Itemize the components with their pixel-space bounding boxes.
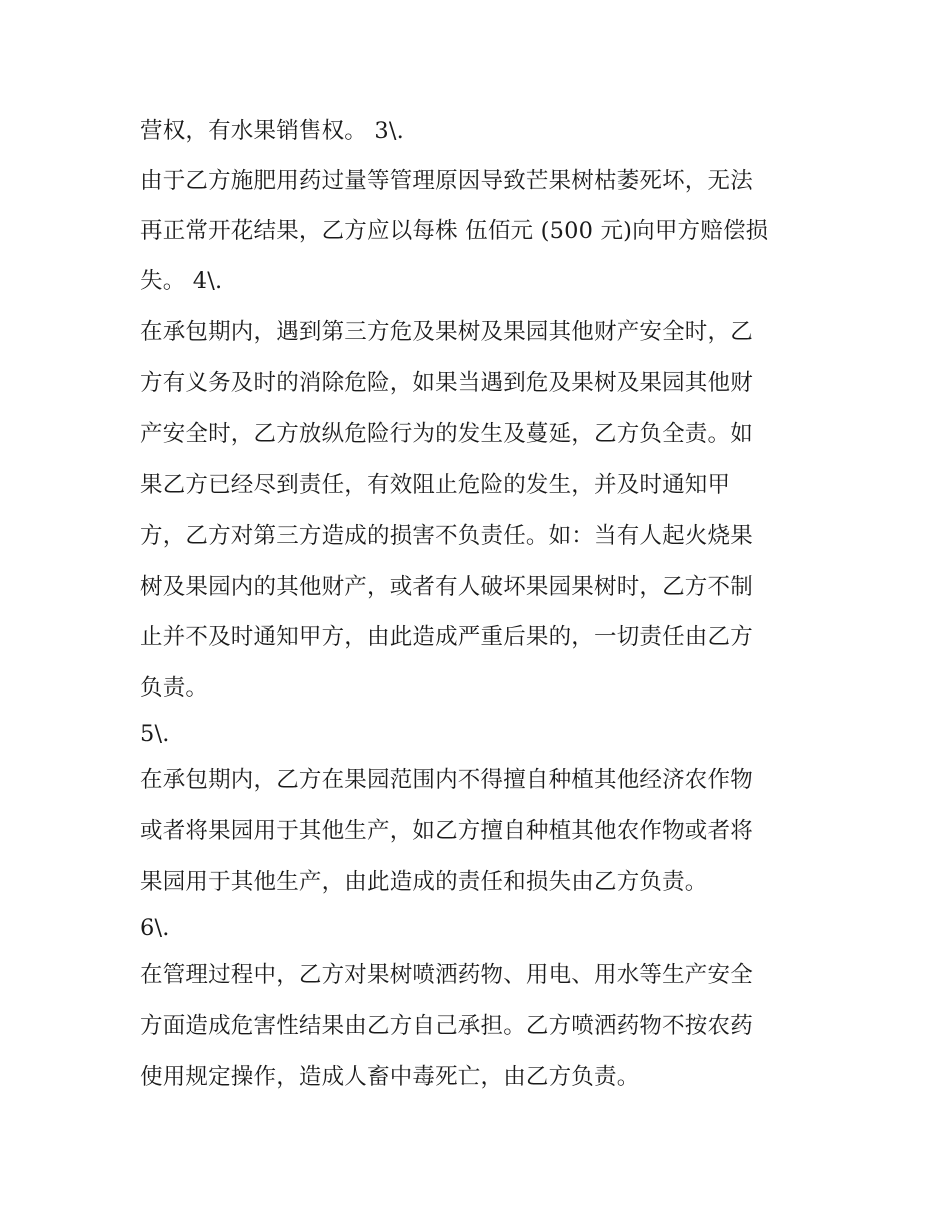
text-line: 6\. [140,915,170,941]
text-line: 再正常开花结果，乙方应以每株 伍佰元 (500 元)向甲方赔偿损 [140,218,769,244]
text-line: 或者将果园用于其他生产，如乙方擅自种植其他农作物或者将 [140,818,753,844]
text-line: 方，乙方对第三方造成的损害不负责任。如：当有人起火烧果 [140,523,753,549]
text-line: 在承包期内，遇到第三方危及果树及果园其他财产安全时，乙 [140,319,753,345]
text-line: 方面造成危害性结果由乙方自己承担。乙方喷洒药物不按农药 [140,1013,753,1039]
text-line: 果园用于其他生产，由此造成的责任和损失由乙方负责。 [140,869,708,895]
text-line: 使用规定操作，造成人畜中毒死亡，由乙方负责。 [140,1064,640,1090]
text-line: 产安全时，乙方放纵危险行为的发生及蔓延，乙方负全责。如 [140,421,753,447]
text-line: 树及果园内的其他财产，或者有人破坏果园果树时，乙方不制 [140,574,753,600]
text-line: 营权，有水果销售权。 3\. [140,118,405,144]
text-line: 由于乙方施肥用药过量等管理原因导致芒果树枯萎死坏，无法 [140,168,753,194]
text-line: 在承包期内，乙方在果园范围内不得擅自种植其他经济农作物 [140,767,753,793]
text-line: 失。 4\. [140,268,223,294]
text-line: 止并不及时通知甲方，由此造成严重后果的，一切责任由乙方 [140,624,753,650]
text-line: 在管理过程中，乙方对果树喷洒药物、用电、用水等生产安全 [140,962,753,988]
text-line: 负责。 [140,675,209,701]
text-line: 5\. [140,721,170,747]
text-line: 果乙方已经尽到责任，有效阻止危险的发生，并及时通知甲 [140,472,731,498]
text-line: 方有义务及时的消除危险，如果当遇到危及果树及果园其他财 [140,370,753,396]
